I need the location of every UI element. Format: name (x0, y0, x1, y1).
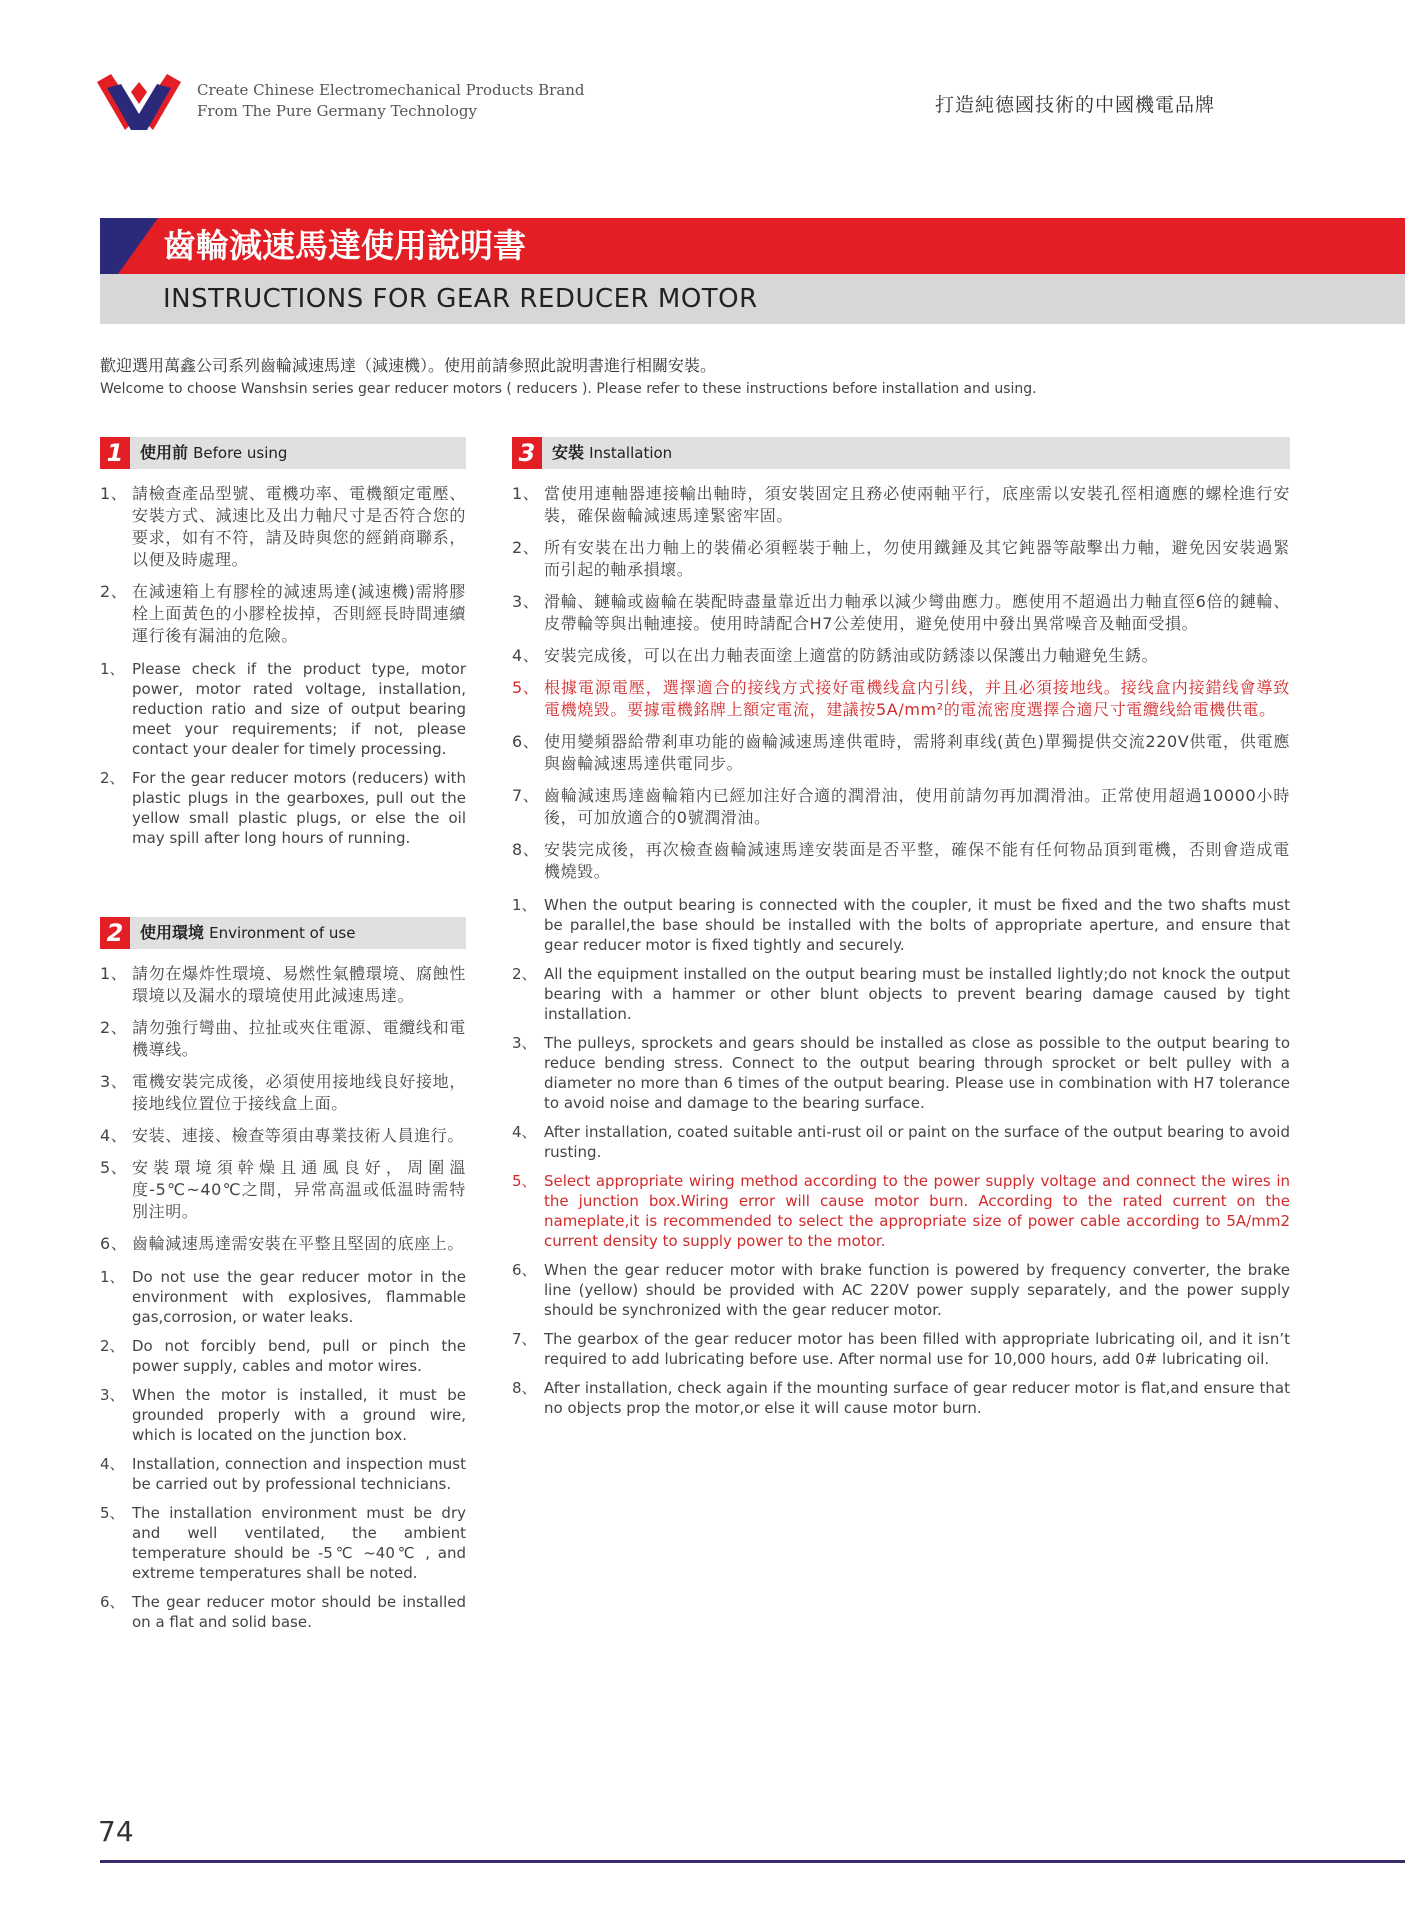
section-3-list (512, 483, 1290, 1427)
item-number: 1、 (100, 964, 128, 983)
installation-en-item-6 (512, 1260, 1290, 1320)
item-text: Please check if the product type, motor power, motor rated voltage, installation, reduction ratio and size of output bearing meet your requirements; if not, please contact your dealer for timely processing. (132, 660, 466, 758)
before-cn-item-1 (100, 483, 466, 571)
section-3-header (512, 437, 1290, 469)
item-text: 滑輪、鏈輪或齒輪在裝配時盡量靠近出力軸承以減少彎曲應力。應使用不超過出力軸直徑6倍的鏈輪、皮帶輪等與出軸連接。使用時請配合H7公差使用，避免使用中發出異常噪音及軸面受損。 (544, 592, 1290, 633)
item-number: 5、 (100, 1158, 128, 1177)
item-number: 4、 (512, 1123, 537, 1141)
installation-cn-item-3 (512, 591, 1290, 635)
item-text: 電機安裝完成後，必須使用接地线良好接地，接地线位置位于接线盒上面。 (132, 1072, 466, 1113)
environment-en-item-3 (100, 1385, 466, 1445)
item-number: 7、 (512, 786, 540, 805)
item-text: 在減速箱上有膠栓的減速馬達(減速機)需將膠栓上面黃色的小膠栓拔掉，否則經長時間連續運行後有漏油的危險。 (132, 582, 466, 645)
section-2-title (140, 922, 355, 944)
installation-cn-item-2 (512, 537, 1290, 581)
before-en-item-1 (100, 659, 466, 759)
brand-line-1: Create Chinese Electromechanical Products Brand (197, 81, 585, 99)
item-number: 4、 (100, 1455, 125, 1473)
item-number: 6、 (100, 1234, 128, 1253)
installation-cn-item-4 (512, 645, 1290, 667)
item-number: 8、 (512, 840, 540, 859)
environment-cn-item-3 (100, 1071, 466, 1115)
environment-cn-item-2 (100, 1017, 466, 1061)
before-cn-item-2 (100, 581, 466, 647)
item-text: The pulleys, sprockets and gears should be installed as close as possible to the output bearing to reduce bending stress. Connect to the output bearing through sprocket or belt pulley with a diameter no more than 6 times of the output bearing. Please use in combination with H7 tolerance to avoid noise and damage to the bearing surface. (544, 1034, 1290, 1112)
section-2-number: 2 (100, 917, 130, 949)
item-text: 請勿在爆炸性環境、易燃性氣體環境、腐蝕性環境以及漏水的環境使用此減速馬達。 (132, 964, 466, 1005)
section-1-number: 1 (100, 437, 130, 469)
environment-cn-item-4 (100, 1125, 466, 1147)
installation-cn-item-6 (512, 731, 1290, 775)
installation-en-item-7 (512, 1329, 1290, 1369)
environment-en-item-2 (100, 1336, 466, 1376)
item-text: Do not use the gear reducer motor in the environment with explosives, flammable gas,corrosion, or water leaks. (132, 1268, 466, 1326)
environment-cn-item-1 (100, 963, 466, 1007)
item-text: The installation environment must be dry and well ventilated, the ambient temperature should be -5℃ ~40℃ , and extreme temperatures shall be noted. (132, 1504, 466, 1582)
section-1-title-cn: 使用前 (140, 443, 189, 462)
slogan: 打造純德國技術的中國機電品牌 (934, 94, 1215, 116)
installation-cn-item-1 (512, 483, 1290, 527)
installation-cn-item-7 (512, 785, 1290, 829)
installation-en-item-1 (512, 895, 1290, 955)
item-text: Do not forcibly bend, pull or pinch the power supply, cables and motor wires. (132, 1337, 466, 1375)
item-number: 3、 (512, 1034, 537, 1052)
section-3-title-en: Installation (589, 444, 673, 462)
item-number: 1、 (100, 660, 125, 678)
page-title-cn: 齒輪減速馬達使用說明書 (163, 226, 526, 265)
item-text: 安裝完成後，可以在出力軸表面塗上適當的防銹油或防銹漆以保護出力軸避免生銹。 (544, 646, 1159, 665)
item-text: Select appropriate wiring method according to the power supply voltage and connect the wires in the junction box.Wiring error will cause motor burn. According to the rated current on the nameplate,it is recommended to select the appropriate size of power cable according to 5A/mm2 current density to supply power to the motor. (544, 1172, 1290, 1250)
item-number: 5、 (512, 1172, 537, 1190)
section-2-title-en: Environment of use (209, 924, 356, 942)
item-number: 5、 (512, 678, 540, 697)
item-number: 2、 (512, 965, 537, 983)
item-number: 1、 (100, 1268, 125, 1286)
installation-en-item-2 (512, 964, 1290, 1024)
environment-en-item-4 (100, 1454, 466, 1494)
page-number: 74 (98, 1815, 134, 1848)
item-number: 2、 (100, 582, 128, 601)
item-number: 6、 (512, 1261, 537, 1279)
item-number: 1、 (512, 484, 540, 503)
intro-en: Welcome to choose Wanshsin series gear reducer motors ( reducers ). Please refer to these instructions before installation and using. (100, 381, 1037, 397)
item-text: After installation, coated suitable anti-rust oil or paint on the surface of the output bearing to avoid rusting. (544, 1123, 1290, 1161)
item-text: When the gear reducer motor with brake function is powered by frequency converter, the brake line (yellow) should be provided with AC 220V power supply separately, and the power supply should be synchronized with the gear reducer motor. (544, 1261, 1290, 1319)
item-text: 所有安裝在出力軸上的裝備必須輕裝于軸上，勿使用鐵錘及其它鈍器等敲擊出力軸，避免因安裝過緊而引起的軸承損壞。 (544, 538, 1290, 579)
item-text: 安裝環境須幹燥且通風良好，周圍溫度-5℃~40℃之間，异常高温或低温時需特別注明。 (132, 1158, 466, 1221)
intro-cn: 歡迎選用萬鑫公司系列齒輪減速馬達（減速機）。使用前請參照此說明書進行相關安裝。 (100, 356, 717, 375)
installation-cn-item-5 (512, 677, 1290, 721)
item-number: 4、 (100, 1126, 128, 1145)
item-number: 1、 (512, 896, 537, 914)
item-number: 2、 (100, 769, 125, 787)
item-text: 使用變頻器給帶剎車功能的齒輪減速馬達供電時，需將剎車线(黃色)單獨提供交流220V供電，供電應與齒輪減速馬達供電同步。 (544, 732, 1290, 773)
section-2-list (100, 963, 466, 1641)
environment-cn-item-5 (100, 1157, 466, 1223)
section-1-title (140, 442, 287, 464)
item-text: 安裝完成後，再次檢查齒輪減速馬達安裝面是否平整，確保不能有任何物品頂到電機，否則會造成電機燒毀。 (544, 840, 1290, 881)
item-text: 請檢查產品型號、電機功率、電機額定電壓、安裝方式、減速比及出力軸尺寸是否符合您的要求，如有不符，請及時與您的經銷商聯系，以便及時處理。 (132, 484, 466, 569)
item-text: Installation, connection and inspection must be carried out by professional technicians. (132, 1455, 466, 1493)
item-text: 根據電源電壓，選擇適合的接线方式接好電機线盒内引线，并且必須接地线。接线盒内接錯线會導致電機燒毀。要據電機銘牌上額定電流，建議按5A/mm²的電流密度選擇合適尺寸電纜线給電機供電。 (544, 678, 1290, 719)
footer-rule (100, 1860, 1405, 1863)
item-text: 請勿強行彎曲、拉扯或夾住電源、電纜线和電機導线。 (132, 1018, 466, 1059)
environment-cn-item-6 (100, 1233, 466, 1255)
section-1-title-en: Before using (193, 444, 288, 462)
section-3-title-cn: 安裝 (552, 443, 585, 462)
item-text: 當使用連軸器連接輸出軸時，須安裝固定且務必使兩軸平行，底座需以安裝孔徑相適應的螺栓進行安裝，確保齒輪減速馬達緊密牢固。 (544, 484, 1290, 525)
item-text: 齒輪減速馬達齒輪箱内已經加注好合適的潤滑油，使用前請勿再加潤滑油。正常使用超過10000小時後，可加放適合的0號潤滑油。 (544, 786, 1290, 827)
item-text: After installation, check again if the mounting surface of gear reducer motor is flat,and ensure that no objects prop the motor,or else it will cause motor burn. (544, 1379, 1290, 1417)
item-number: 6、 (512, 732, 540, 751)
item-number: 1、 (100, 484, 128, 503)
page-title-en: INSTRUCTIONS FOR GEAR REDUCER MOTOR (163, 284, 758, 314)
item-number: 2、 (100, 1337, 125, 1355)
item-text: The gearbox of the gear reducer motor has been filled with appropriate lubricating oil, and it isn’t required to add lubricating before use. After normal use for 10,000 hours, add 0# lubricating oil. (544, 1330, 1290, 1368)
environment-en-item-6 (100, 1592, 466, 1632)
item-number: 5、 (100, 1504, 125, 1522)
item-text: 齒輪減速馬達需安裝在平整且堅固的底座上。 (132, 1234, 465, 1253)
item-text: The gear reducer motor should be installed on a flat and solid base. (132, 1593, 466, 1631)
item-number: 8、 (512, 1379, 537, 1397)
environment-en-item-1 (100, 1267, 466, 1327)
item-number: 3、 (100, 1072, 128, 1091)
brand-logo-icon (97, 74, 181, 130)
environment-en-item-5 (100, 1503, 466, 1583)
installation-cn-item-8 (512, 839, 1290, 883)
section-1-list (100, 483, 466, 857)
section-3-title (552, 442, 672, 464)
item-number: 6、 (100, 1593, 125, 1611)
section-1-header (100, 437, 466, 469)
section-2-title-cn: 使用環境 (140, 923, 205, 942)
item-number: 2、 (512, 538, 540, 557)
installation-en-item-8 (512, 1378, 1290, 1418)
item-number: 2、 (100, 1018, 128, 1037)
item-number: 3、 (512, 592, 540, 611)
item-number: 7、 (512, 1330, 537, 1348)
item-number: 3、 (100, 1386, 125, 1404)
brand-tagline (197, 80, 585, 122)
title-accent-shape (100, 218, 158, 274)
intro (100, 355, 1300, 399)
item-text: For the gear reducer motors (reducers) with plastic plugs in the gearboxes, pull out the yellow small plastic plugs, or else the oil may spill after long hours of running. (132, 769, 466, 847)
before-en-item-2 (100, 768, 466, 848)
section-2-header (100, 917, 466, 949)
installation-en-item-3 (512, 1033, 1290, 1113)
item-number: 4、 (512, 646, 540, 665)
page-header (0, 0, 1405, 160)
installation-en-item-5 (512, 1171, 1290, 1251)
item-text: When the output bearing is connected with the coupler, it must be fixed and the two shafts must be parallel,the base should be installed with the bolts of appropriate aperture, and ensure that gear reducer motor is fixed tightly and securely. (544, 896, 1290, 954)
item-text: When the motor is installed, it must be grounded properly with a ground wire, which is located on the junction box. (132, 1386, 466, 1444)
item-text: 安装、連接、檢查等須由專業技術人員進行。 (132, 1126, 465, 1145)
section-3-number: 3 (512, 437, 542, 469)
item-text: All the equipment installed on the output bearing must be installed lightly;do not knock the output bearing with a hammer or other blunt objects to prevent bearing damage caused by tight installation. (544, 965, 1290, 1023)
installation-en-item-4 (512, 1122, 1290, 1162)
brand-line-2: From The Pure Germany Technology (197, 102, 477, 120)
